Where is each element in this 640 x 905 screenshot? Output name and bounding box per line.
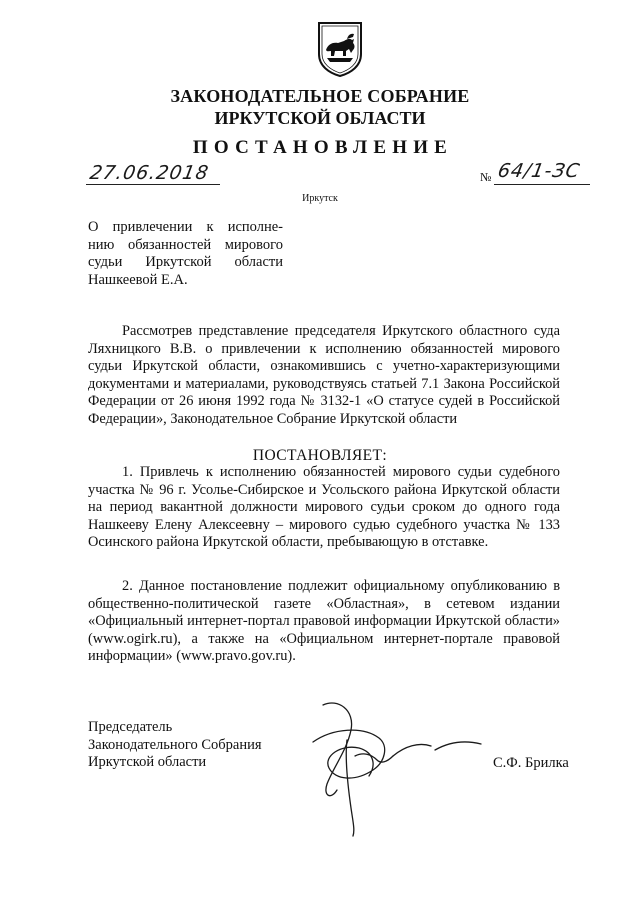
document-subject	[88, 219, 283, 289]
number-prefix: №	[480, 170, 492, 184]
organization-name-line1: ЗАКОНОДАТЕЛЬНОЕ СОБРАНИЕ	[170, 86, 470, 106]
date-underline	[86, 184, 220, 185]
signatory-title	[88, 719, 262, 772]
handwritten-signature	[293, 690, 493, 840]
subject-line: О привлечении к исполне-	[88, 219, 283, 235]
coat-of-arms-icon	[313, 20, 367, 78]
subject-line: судьи Иркутской области	[88, 254, 283, 271]
number-underline	[494, 184, 590, 185]
document-type-title: ПОСТАНОВЛЕНИЕ	[192, 137, 454, 158]
resolution-item-2: 2. Данное постановление подлежит официальному опубликованию в общественно-политической газете «Областная», в сетевом издании «Официальный интернет-портал правовой информации Иркутской области» (www.ogirk.ru), а также на «Официальном интернет-портале правовой информации» (www.pravo.gov.ru).	[88, 578, 560, 665]
resolves-heading: ПОСТАНОВЛЯЕТ:	[252, 447, 388, 464]
organization-name-line2: ИРКУТСКОЙ ОБЛАСТИ	[214, 108, 426, 128]
document-date: 27.06.2018	[88, 162, 211, 184]
preamble-paragraph: Рассмотрев представление председателя Иркутского областного суда Ляхницкого В.В. о привлечении к исполнению обязанностей мирового судьи Иркутской области, ознакомившись с учетно-характеризующими документами и материалами, руководствуясь статьей 7.1 Закона Российской Федерации от 26 июня 1992 года № 3132-1 «О статусе судей в Российской Федерации», Законодательное Собрание Иркутской области	[88, 323, 560, 427]
signatory-title-line: Председатель	[88, 719, 173, 735]
subject-line: нию обязанностей мирового	[88, 236, 283, 253]
document-number: 64/1-ЗС	[496, 160, 582, 182]
signatory-title-line: Иркутской области	[88, 754, 207, 771]
city-label: Иркутск	[302, 193, 338, 204]
signatory-name: С.Ф. Брилка	[493, 755, 569, 771]
subject-line: Нашкеевой Е.А.	[88, 271, 188, 288]
resolution-item-1: 1. Привлечь к исполнению обязанностей мирового судьи судебного участка № 96 г. Усолье-Сибирское и Усольского района Иркутской области на период вакантной должности мирового судьи сроком до одного года Нашкееву Елену Алексеевну – мирового судью судебного участка № 133 Осинского района Иркутской области, пребывающую в отставке.	[88, 464, 560, 551]
signatory-title-line: Законодательного Собрания	[88, 736, 262, 753]
